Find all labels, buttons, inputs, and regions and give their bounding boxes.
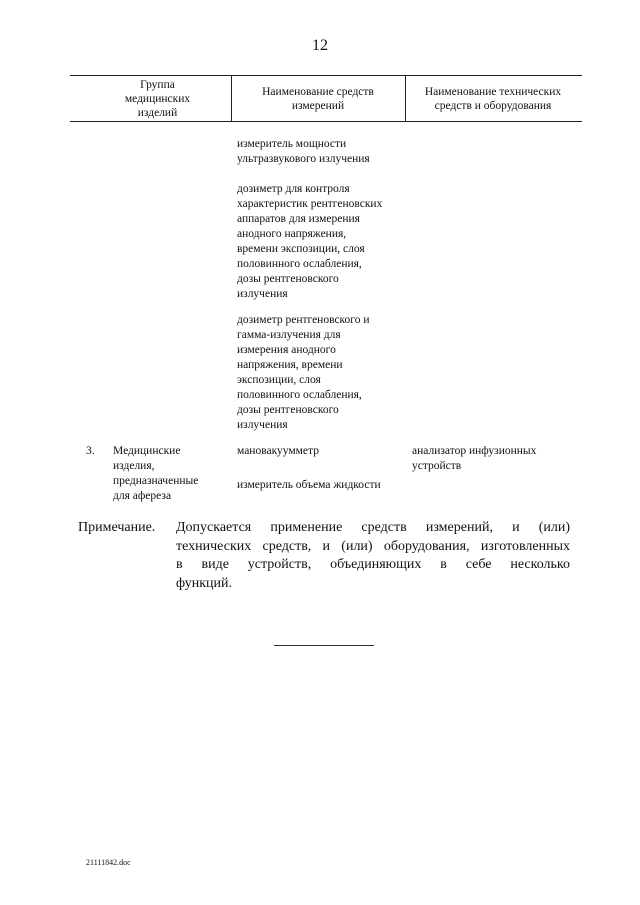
row-group: Медицинские изделия, предназначенные для афереза xyxy=(113,445,199,502)
note-label: Примечание. xyxy=(78,520,156,535)
table-top-rule xyxy=(70,75,582,76)
instrument-item: дозиметр для контроля характеристик рентгеновских аппаратов для измерения анодного напряжения, времени экспозиции, слоя половинного ослабления, дозы рентгеновского излучения xyxy=(237,183,383,300)
instrument-item: измеритель объема жидкости xyxy=(237,479,381,491)
footer-code: 21111842.doc xyxy=(86,858,131,867)
instrument-item: измеритель мощности ультразвукового излучения xyxy=(237,138,370,165)
header-divider-1 xyxy=(231,75,232,122)
header-divider-2 xyxy=(405,75,406,122)
page-number: 12 xyxy=(312,37,328,54)
header-group: Группа медицинских изделий xyxy=(124,79,191,119)
table-header-bottom-rule xyxy=(70,121,582,122)
equipment-item: анализатор инфузионных устройств xyxy=(412,445,537,472)
header-equipment: Наименование технических средств и оборудования xyxy=(424,86,562,112)
instrument-item: мановакуумметр xyxy=(237,445,319,457)
instrument-item: дозиметр рентгеновского и гамма-излучения для измерения анодного напряжения, времени экспозиции, слоя половинного ослабления, дозы рентгеновского излучения xyxy=(237,314,370,431)
row-number: 3. xyxy=(86,445,95,457)
note-text: Допускается применение средств измерений, и (или) технических средств, и (или) оборудования, изготовленных в виде устройств, объединяющих в себе несколько функций. xyxy=(176,520,570,591)
end-rule xyxy=(274,645,374,646)
header-instruments: Наименование средств измерений xyxy=(262,86,374,112)
